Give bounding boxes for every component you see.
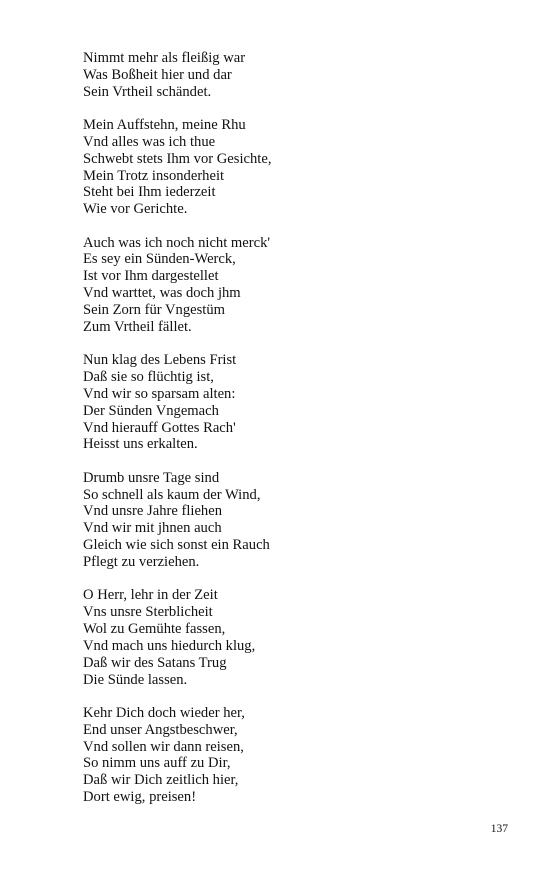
poem-line: Daß wir Dich zeitlich hier, xyxy=(83,772,239,789)
poem-line: Was Boßheit hier und dar xyxy=(83,66,232,83)
poem-line: Der Sünden Vngemach xyxy=(83,402,219,419)
stanza-5 xyxy=(83,470,503,571)
poem-line: Dort ewig, preisen! xyxy=(83,789,197,806)
poem-line: Mein Auffstehn, meine Rhu xyxy=(83,117,246,134)
poem-line: Vnd alles was ich thue xyxy=(83,133,216,150)
stanza-7 xyxy=(83,705,503,806)
poem-line: Vnd warttet, was doch jhm xyxy=(83,285,241,302)
poem-line: Vnd wir mit jhnen auch xyxy=(83,520,222,537)
page-number: 137 xyxy=(490,823,508,835)
stanza-1 xyxy=(83,50,503,101)
stanza-2 xyxy=(83,117,503,218)
poem-line: Wol zu Gemühte fassen, xyxy=(83,620,226,637)
poem-line: Daß wir des Satans Trug xyxy=(83,654,227,671)
poem-line: So schnell als kaum der Wind, xyxy=(83,486,261,503)
poem-line: Nimmt mehr als fleißig war xyxy=(83,50,246,66)
poem-line: Kehr Dich doch wieder her, xyxy=(83,704,245,721)
poem-line: Die Sünde lassen. xyxy=(83,671,188,688)
poem-line: O Herr, lehr in der Zeit xyxy=(83,587,218,604)
stanza-3 xyxy=(83,235,503,336)
poem-line: Auch was ich noch nicht merck' xyxy=(83,234,271,251)
poem-line: Vnd wir so sparsam alten: xyxy=(83,385,236,402)
poem-line: Mein Trotz insonderheit xyxy=(83,167,225,184)
poem-line: Es sey ein Sünden-Werck, xyxy=(83,251,236,268)
poem-line: Wie vor Gerichte. xyxy=(83,201,188,218)
poem-line: Nun klag des Lebens Frist xyxy=(83,352,237,369)
stanza-6 xyxy=(83,587,503,688)
poem-line: Vnd unsre Jahre fliehen xyxy=(83,503,222,520)
poem-line: Sein Vrtheil schändet. xyxy=(83,83,212,100)
poem-line: End unser Angstbeschwer, xyxy=(83,721,238,738)
poem-line: Schwebt stets Ihm vor Gesichte, xyxy=(83,150,272,167)
poem-line: So nimm uns auff zu Dir, xyxy=(83,755,231,772)
poem-line: Pflegt zu verziehen. xyxy=(83,553,200,570)
poem-body xyxy=(83,50,503,822)
poem-line: Drumb unsre Tage sind xyxy=(83,469,220,486)
poem-line: Heisst uns erkalten. xyxy=(83,436,198,453)
poem-line: Ist vor Ihm dargestellet xyxy=(83,268,219,285)
poem-line: Gleich wie sich sonst ein Rauch xyxy=(83,537,270,554)
poem-line: Steht bei Ihm iederzeit xyxy=(83,184,216,201)
poem-line: Zum Vrtheil fället. xyxy=(83,318,192,335)
poem-line: Daß sie so flüchtig ist, xyxy=(83,369,214,385)
poem-line: Vnd mach uns hiedurch klug, xyxy=(83,637,256,654)
poem-line: Sein Zorn für Vngestüm xyxy=(83,301,226,318)
poem-line: Vns unsre Sterblicheit xyxy=(83,604,213,621)
stanza-4 xyxy=(83,352,503,453)
poem-line: Vnd sollen wir dann reisen, xyxy=(83,738,244,755)
poem-line: Vnd hierauff Gottes Rach' xyxy=(83,419,236,436)
